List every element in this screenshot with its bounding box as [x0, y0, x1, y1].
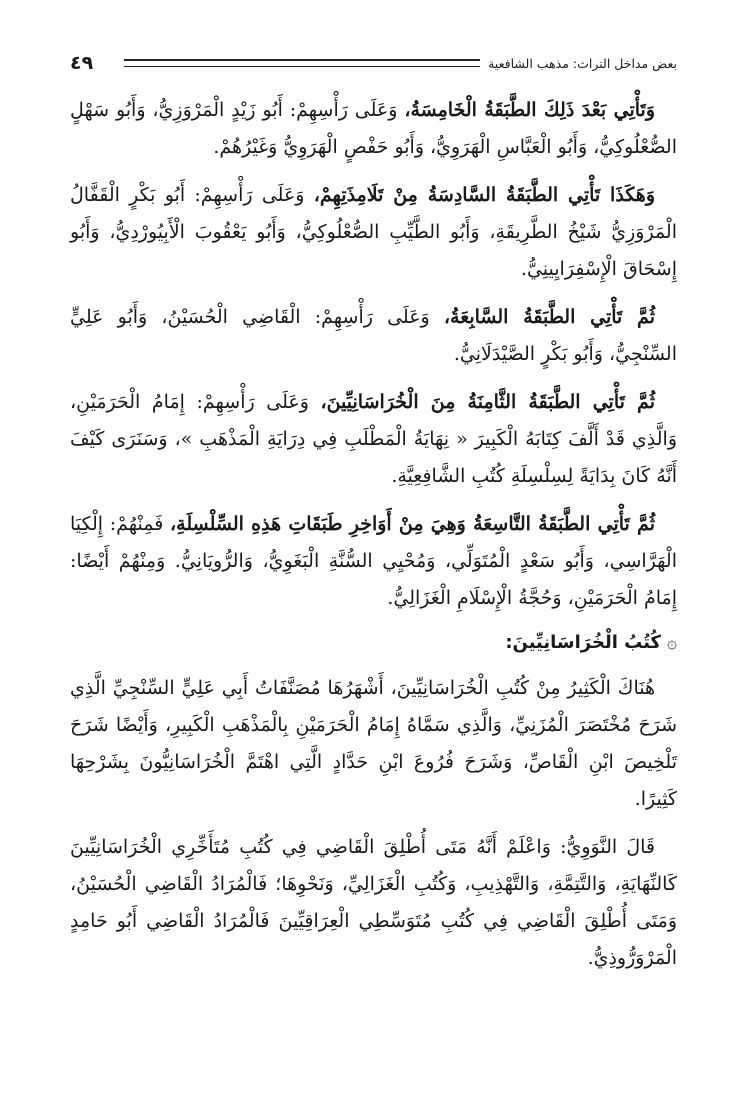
paragraph-fifth-generation	[70, 92, 677, 166]
paragraph-sixth-generation	[70, 177, 677, 288]
section-title: كُتُبُ الْخُرَاسَانِيِّينَ:	[505, 632, 662, 653]
paragraph-lead: ثُمَّ تَأْتِي الطَّبَقَةُ التَّاسِعَةُ وَهِيَ مِنْ أَوَاخِرِ طَبَقَاتِ هَذِهِ السِّلْسِلَةِ،	[170, 513, 655, 535]
running-header	[70, 48, 677, 78]
paragraph-text: فَمِنْهُمْ: إِلْكِيَا الْهَرَّاسِي، وَأَبُو سَعْدٍ الْمُتَوَلِّي، وَمُحْيِي السُّنَّةِ الْبَغَوِيُّ، وَالرُّويَانِيُّ. وَمِنْهُمْ أَيْضًا: إِمَامُ الْحَرَمَيْنِ، وَحُجَّةُ الْإِسْلَامِ الْغَزَالِيُّ.	[70, 513, 677, 609]
paragraph-text: وَعَلَى رَأْسِهِمْ: أَبُو بَكْرٍ الْقَفَّالُ الْمَرْوَزِيُّ شَيْخُ الطَّرِيقَةِ، وَأَبُو الطَّيِّبِ الصُّعْلُوكِيُّ، وَأَبُو يَعْقُوبَ الْأَبِيُورْدِيُّ، وَأَبُو إِسْحَاقَ الْإِسْفِرَايِينِيُّ.	[70, 184, 677, 280]
book-page	[70, 48, 677, 1098]
running-title: بعض مداخل التراث: مذهب الشافعية	[488, 55, 677, 71]
paragraph-eighth-generation	[70, 384, 677, 495]
paragraph-lead: ثُمَّ تَأْتِي الطَّبَقَةُ الثَّامِنَةُ مِنَ الْخُرَاسَانِيِّينَ،	[320, 391, 655, 413]
paragraph-ninth-generation	[70, 506, 677, 617]
section-heading	[70, 628, 677, 658]
paragraph-lead: ثُمَّ تَأْتِي الطَّبَقَةُ السَّابِعَةُ،	[443, 306, 655, 328]
paragraph-text: وَعَلَى رَأْسِهِمْ: إِمَامُ الْحَرَمَيْنِ، وَالَّذِي قَدْ أَلَّفَ كِتَابَهُ الْكَبِيرَ « نِهَايَةُ الْمَطْلَبِ فِي دِرَايَةِ الْمَذْهَبِ »، وَسَنَرَى كَيْفَ أَنَّهُ كَانَ بِدَايَةً لِسِلْسِلَةِ كُتُبِ الشَّافِعِيَّةِ.	[70, 391, 677, 487]
paragraph-khurasani-books: هُنَاكَ الْكَثِيرُ مِنْ كُتُبِ الْخُرَاسَانِيِّينَ، أَشْهَرُهَا مُصَنَّفَاتُ أَبِي عَلِيٍّ السِّنْجِيِّ الَّذِي شَرَحَ مُخْتَصَرَ الْمُزَنِيِّ، وَالَّذِي سَمَّاهُ إِمَامُ الْحَرَمَيْنِ بِالْمَذْهَبِ الْكَبِيرِ، وَأَيْضًا شَرَحَ تَلْخِيصَ ابْنِ الْقَاصِّ، وَشَرَحَ فُرُوعَ ابْنِ حَدَّادٍ الَّتِي اهْتَمَّ الْخُرَاسَانِيُّونَ بِشَرْحِهَا كَثِيرًا.	[70, 677, 677, 810]
paragraph-text: وَعَلَى رَأْسِهِمْ: الْقَاضِي الْحُسَيْنُ، وَأَبُو عَلِيٍّ السِّنْجِيُّ، وَأَبُو بَكْرٍ الصَّيْدَلَانِيُّ.	[70, 306, 677, 365]
header-rule	[124, 59, 480, 67]
page-number: ٤٩	[70, 52, 94, 74]
ornament-icon: ۞	[667, 633, 677, 653]
paragraph-text: وَعَلَى رَأْسِهِمْ: أَبُو زَيْدٍ الْمَرْوَزِيُّ، وَأَبُو سَهْلٍ الصُّعْلُوكِيُّ، وَأَبُو الْعَبَّاسِ الْهَرَوِيُّ، وَأَبُو حَفْصٍ الْهَرَوِيُّ وَغَيْرُهُمْ.	[70, 99, 677, 158]
paragraph-lead: وَهَكَذَا تَأْتِي الطَّبَقَةُ السَّادِسَةُ مِنْ تَلَامِذَتِهِمْ،	[313, 184, 655, 206]
paragraph-lead: وَتَأْتِي بَعْدَ ذَلِكَ الطَّبَقَةُ الْخَامِسَةُ،	[404, 99, 655, 121]
paragraph-nawawi-quote: قَالَ النَّوَوِيُّ: وَاعْلَمْ أَنَّهُ مَتَى أُطْلِقَ الْقَاضِي فِي كُتُبِ مُتَأَخِّرِي الْخُرَاسَانِيِّينَ كَالنِّهَايَةِ، وَالتَّتِمَّةِ، وَالتَّهْذِيبِ، وَكُتُبِ الْغَزَالِيِّ، وَنَحْوِهَا؛ فَالْمُرَادُ الْقَاضِي الْحُسَيْنُ، وَمَتَى أُطْلِقَ الْقَاضِي فِي كُتُبِ مُتَوَسِّطِي الْعِرَاقِيِّينَ فَالْمُرَادُ الْقَاضِي أَبُو حَامِدٍ الْمَرْوَرُّوذِيُّ.	[70, 836, 677, 969]
page-body	[70, 92, 677, 977]
paragraph-seventh-generation	[70, 299, 677, 373]
